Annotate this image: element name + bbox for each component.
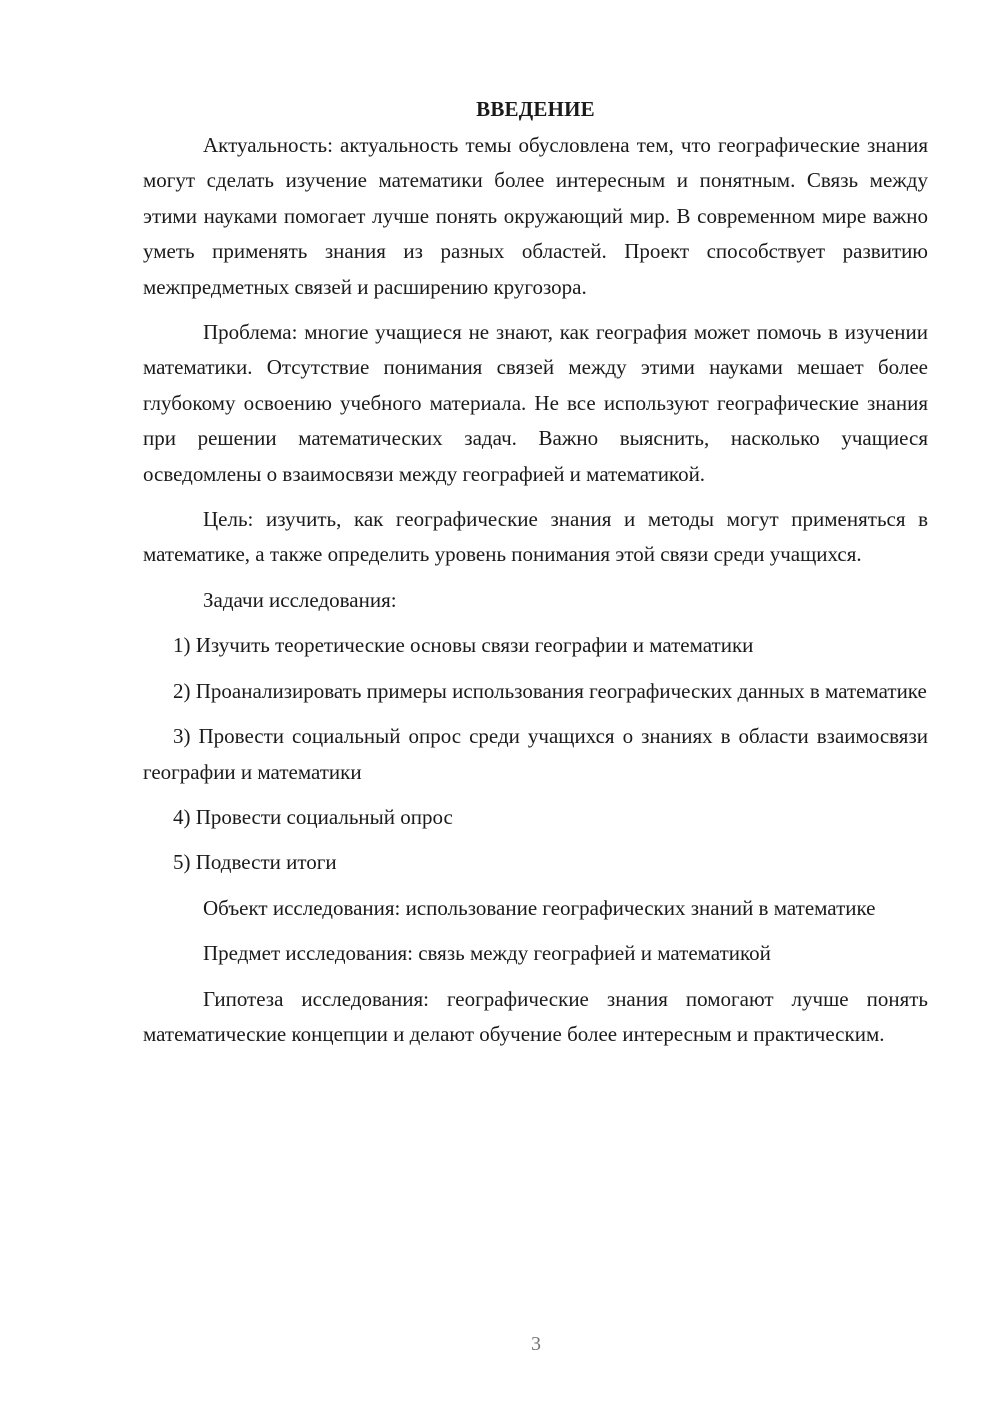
page-title: ВВЕДЕНИЕ — [476, 97, 595, 121]
subject-paragraph: Предмет исследования: связь между географией и математикой — [203, 941, 771, 966]
tasks-title: Задачи исследования: — [203, 587, 397, 612]
page-content — [143, 92, 928, 1062]
task-item-2: 2) Проанализировать примеры использования географических данных в математике — [173, 678, 927, 703]
relevance-paragraph: Актуальность: актуальность темы обусловлена тем, что географические знания могут сделать изучение математики более интересным и понятным. Связь между этими науками помогает лучше понять окружающий мир. В современном мире важно уметь применять знания из разных областей. Проект способствует развитию межпредметных связей и расширению кругозора. — [143, 133, 928, 299]
object-paragraph: Объект исследования: использование географических знаний в математике — [203, 895, 876, 920]
task-item-5: 5) Подвести итоги — [173, 850, 337, 875]
hypothesis-paragraph: Гипотеза исследования: географические знания помогают лучше понять математические концепции и делают обучение более интересным и практическим. — [143, 986, 928, 1046]
problem-paragraph: Проблема: многие учащиеся не знают, как география может помочь в изучении математики. Отсутствие понимания связей между этими науками мешает более глубокому освоению учебного материала. Не все используют географические знания при решении математических задач. Важно выяснить, насколько учащиеся осведомлены о взаимосвязи между географией и математикой. — [143, 320, 928, 486]
task-item-4: 4) Провести социальный опрос — [173, 804, 453, 829]
task-item-1: 1) Изучить теоретические основы связи географии и математики — [173, 633, 754, 658]
goal-paragraph: Цель: изучить, как географические знания и методы могут применяться в математике, а также определить уровень понимания этой связи среди учащихся. — [143, 507, 928, 567]
task-item-3: 3) Провести социальный опрос среди учащихся о знаниях в области взаимосвязи географии и математики — [143, 724, 928, 784]
page-number: 3 — [531, 1333, 541, 1355]
